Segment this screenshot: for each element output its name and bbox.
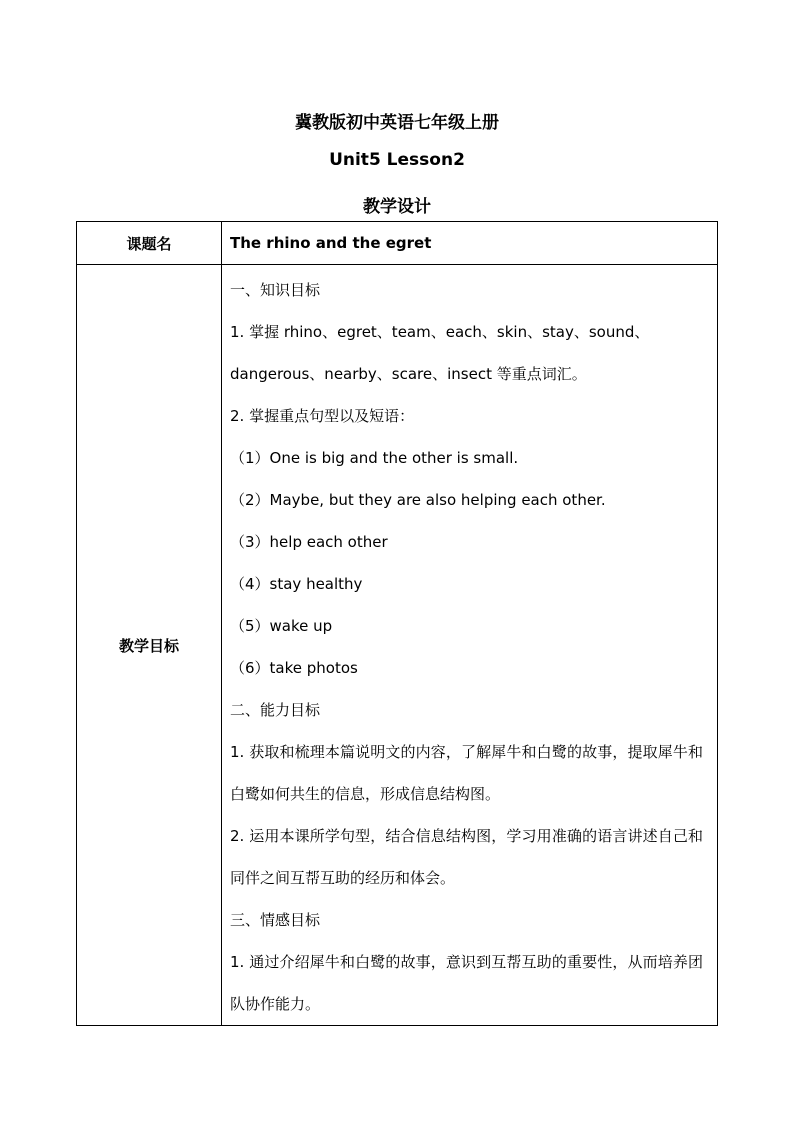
table-row-topic [77, 222, 718, 265]
list-item: 1. 获取和梳理本篇说明文的内容，了解犀牛和白鹭的故事，提取犀牛和白鹭如何共生的信息，形成信息结构图。 [230, 743, 703, 803]
list-item: dangerous、nearby、scare、insect 等重点词汇。 [230, 365, 587, 383]
list-item: （5）wake up [230, 617, 333, 635]
list-item: （1）One is big and the other is small. [230, 449, 519, 467]
list-item: 2. 掌握重点句型以及短语： [230, 407, 415, 425]
objectives-label: 教学目标 [77, 265, 222, 1026]
list-item: 1. 通过介绍犀牛和白鹭的故事，意识到互帮互助的重要性，从而培养团队协作能力。 [230, 953, 703, 1013]
topic-value: The rhino and the egret [222, 222, 718, 265]
document-subtitle: Unit5 Lesson2 [329, 150, 465, 170]
section-heading-emotion: 三、情感目标 [230, 911, 321, 929]
table-row-objectives [77, 265, 718, 1026]
list-item: （2）Maybe, but they are also helping each other. [230, 491, 606, 509]
lesson-plan-table [76, 221, 718, 1026]
list-item: （4）stay healthy [230, 575, 363, 593]
section-heading-knowledge: 一、知识目标 [230, 281, 321, 299]
list-item: （6）take photos [230, 659, 358, 677]
document-title: 冀教版初中英语七年级上册 [295, 113, 499, 133]
list-item: 2. 运用本课所学句型，结合信息结构图，学习用准确的语言讲述自己和同伴之间互帮互助的经历和体会。 [230, 827, 703, 887]
section-heading-ability: 二、能力目标 [230, 701, 321, 719]
topic-label: 课题名 [77, 222, 222, 265]
objectives-content [222, 265, 718, 1026]
document-heading: 教学设计 [363, 197, 431, 217]
list-item: （3）help each other [230, 533, 388, 551]
list-item: 1. 掌握 rhino、egret、team、each、skin、stay、sound、 [230, 323, 650, 341]
